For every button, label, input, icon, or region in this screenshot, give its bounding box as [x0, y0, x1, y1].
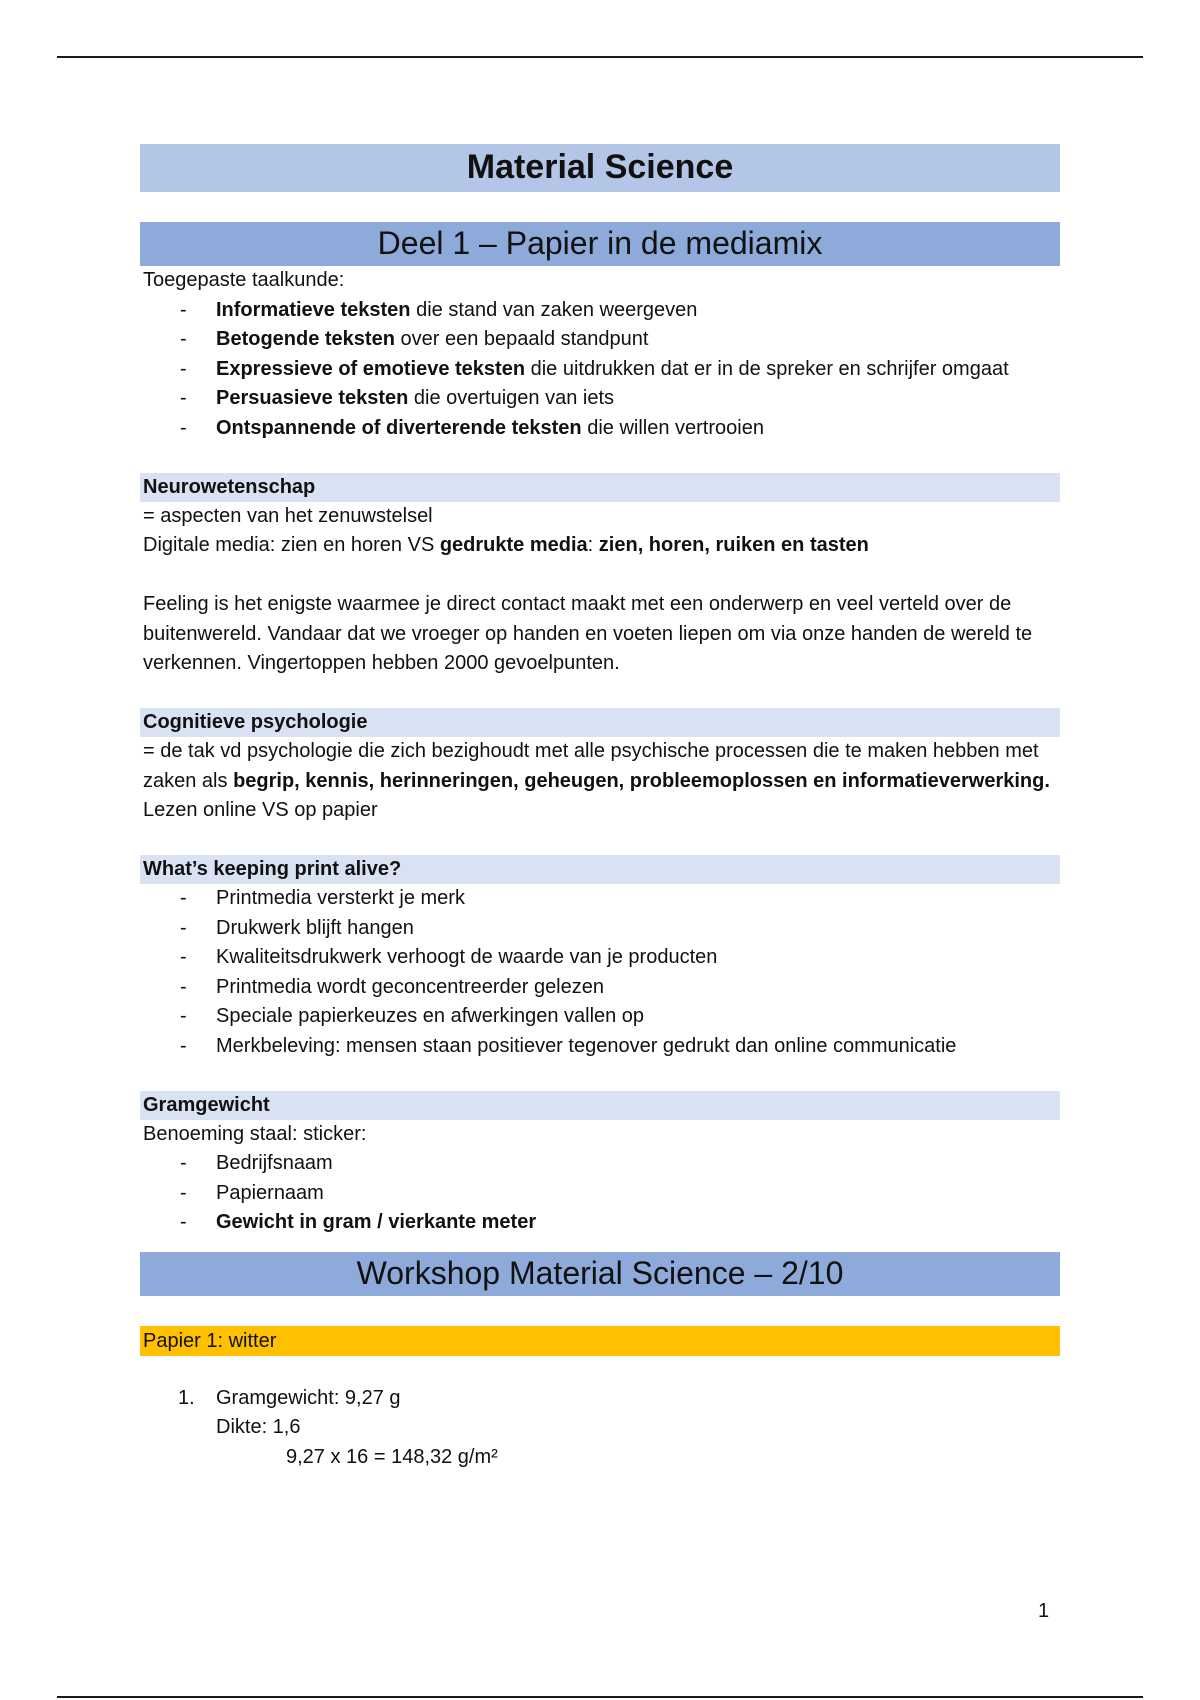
- subheading-neurowetenschap: Neurowetenschap: [140, 473, 1060, 502]
- text-types-list: [140, 296, 1060, 444]
- subheading-gramgewicht: Gramgewicht: [140, 1091, 1060, 1120]
- calculation-line: 9,27 x 16 = 148,32 g/m²: [286, 1445, 498, 1468]
- list-item: - Betogende teksten over een bepaald standpunt: [180, 328, 649, 350]
- list-item: - Bedrijfsnaam: [180, 1152, 333, 1174]
- thickness-line: Dikte: 1,6: [216, 1416, 301, 1438]
- document-title-text: Material Science: [466, 148, 734, 187]
- list-item: - Persuasieve teksten die overtuigen van iets: [180, 387, 615, 409]
- list-item: - Printmedia wordt geconcentreerder gelezen: [180, 975, 604, 998]
- document-title: [140, 144, 1060, 192]
- list-item: - Informatieve teksten die stand van zaken weergeven: [180, 298, 698, 321]
- list-item: - Drukwerk blijft hangen: [180, 916, 414, 939]
- list-item: - Speciale papierkeuzes en afwerkingen vallen op: [180, 1005, 645, 1027]
- gram-list: [140, 1149, 1060, 1238]
- neuro-definition: = aspecten van het zenuwstelsel: [143, 504, 433, 527]
- gram-intro: Benoeming staal: sticker:: [143, 1122, 367, 1145]
- numbered-item: 1. Gramgewicht: 9,27 g: [178, 1386, 401, 1409]
- paper-1-heading: Papier 1: witter: [140, 1326, 1060, 1356]
- intro-line: Toegepaste taalkunde:: [143, 269, 345, 291]
- subheading-cognitieve-psychologie: Cognitieve psychologie: [140, 708, 1060, 737]
- print-alive-list: [140, 884, 1060, 1061]
- list-item: - Ontspannende of diverterende teksten die willen vertrooien: [180, 416, 764, 439]
- cognitive-definition: = de tak vd psychologie die zich bezighoudt met alle psychische processen die te maken hebben met zaken als begrip, kennis, herinneringen, geheugen, probleemoplossen en informatieverwerking.: [143, 740, 1050, 792]
- list-item: - Expressieve of emotieve teksten die uitdrukken dat er in de spreker en schrijfer omgaat: [180, 357, 1009, 380]
- top-rule: [57, 56, 1143, 58]
- section-heading-workshop: [140, 1252, 1060, 1296]
- section-heading-deel1: [140, 222, 1060, 266]
- section-heading-text: Deel 1 – Papier in de mediamix: [377, 225, 823, 262]
- list-item: - Gewicht in gram / vierkante meter: [180, 1211, 537, 1233]
- subheading-print-alive: What’s keeping print alive?: [140, 855, 1060, 884]
- list-item: - Kwaliteitsdrukwerk verhoogt de waarde van je producten: [180, 946, 718, 968]
- page-number: 1: [1038, 1600, 1050, 1622]
- list-item: - Papiernaam: [180, 1181, 324, 1204]
- bottom-rule: [57, 1696, 1143, 1698]
- section-heading-text: Workshop Material Science – 2/10: [356, 1254, 844, 1291]
- list-item: - Merkbeleving: mensen staan positiever tegenover gedrukt dan online communicatie: [180, 1034, 957, 1057]
- document-body: [140, 144, 1060, 1472]
- list-item: - Printmedia versterkt je merk: [180, 887, 465, 909]
- neuro-paragraph: Feeling is het enigste waarmee je direct contact maakt met een onderwerp en veel verteld over de buitenwereld. Vandaar dat we vroeger op handen en voeten liepen om via onze handen de wereld te verkennen. Vingertoppen hebben 2000 gevoelpunten.: [143, 593, 1033, 674]
- neuro-media-line: Digitale media: zien en horen VS gedrukte media: zien, horen, ruiken en tasten: [143, 534, 869, 556]
- cognitive-line2: Lezen online VS op papier: [143, 799, 378, 821]
